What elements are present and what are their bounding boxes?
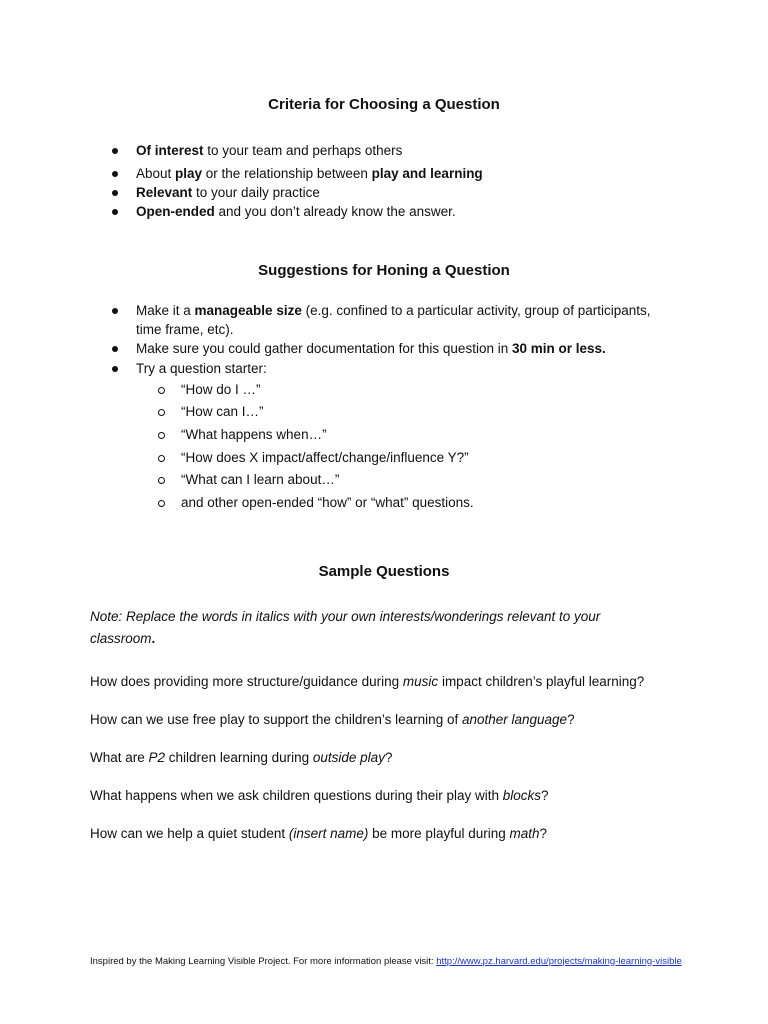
- circle-bullet: [158, 387, 165, 394]
- bullet: [112, 190, 118, 196]
- sample-question-3: What are P2 children learning during outside play?: [90, 750, 393, 765]
- footer: [90, 956, 682, 967]
- honing-item-3: Try a question starter:: [136, 361, 267, 376]
- honing-item-2: Make sure you could gather documentation for this question in 30 min or less.: [136, 341, 606, 356]
- bullet: [112, 171, 118, 177]
- sample-question-4: What happens when we ask children questions during their play with blocks?: [90, 788, 549, 803]
- criteria-item-1: Of interest to your team and perhaps others: [136, 143, 403, 158]
- circle-bullet: [158, 409, 165, 416]
- honing-heading: Suggestions for Honing a Question: [258, 262, 510, 279]
- bullet: [112, 308, 118, 314]
- starter-5: “What can I learn about…”: [181, 472, 340, 487]
- criteria-item-3: Relevant to your daily practice: [136, 185, 320, 200]
- sample-note: Note: Replace the words in italics with your own interests/wonderings relevant to your classroom.: [90, 609, 601, 646]
- starter-4: “How does X impact/affect/change/influence Y?”: [181, 450, 469, 465]
- circle-bullet: [158, 455, 165, 462]
- circle-bullet: [158, 432, 165, 439]
- footer-link[interactable]: http://www.pz.harvard.edu/projects/making-learning-visible: [436, 955, 682, 967]
- honing-item-1: Make it a manageable size (e.g. confined to a particular activity, group of participants, time frame, etc).: [136, 303, 651, 337]
- circle-bullet: [158, 477, 165, 484]
- sample-heading: Sample Questions: [318, 563, 450, 580]
- criteria-heading: Criteria for Choosing a Question: [268, 96, 500, 113]
- starter-1: “How do I …”: [181, 382, 261, 397]
- sample-question-1: How does providing more structure/guidance during music impact children’s playful learning?: [90, 674, 645, 689]
- circle-bullet: [158, 500, 165, 507]
- bullet: [112, 148, 118, 154]
- bullet: [112, 366, 118, 372]
- criteria-item-2: About play or the relationship between play and learning: [136, 166, 483, 181]
- starter-2: “How can I…”: [181, 404, 264, 419]
- footer-text: Inspired by the Making Learning Visible Project. For more information please visit:: [90, 955, 437, 967]
- bullet: [112, 346, 118, 352]
- sample-question-5: How can we help a quiet student (insert name) be more playful during math?: [90, 826, 548, 841]
- bullet: [112, 209, 118, 215]
- starter-6: and other open-ended “how” or “what” questions.: [181, 495, 474, 510]
- starter-3: “What happens when…”: [181, 427, 327, 442]
- criteria-item-4: Open-ended and you don’t already know the answer.: [136, 204, 456, 219]
- sample-question-2: How can we use free play to support the children’s learning of another language?: [90, 712, 575, 727]
